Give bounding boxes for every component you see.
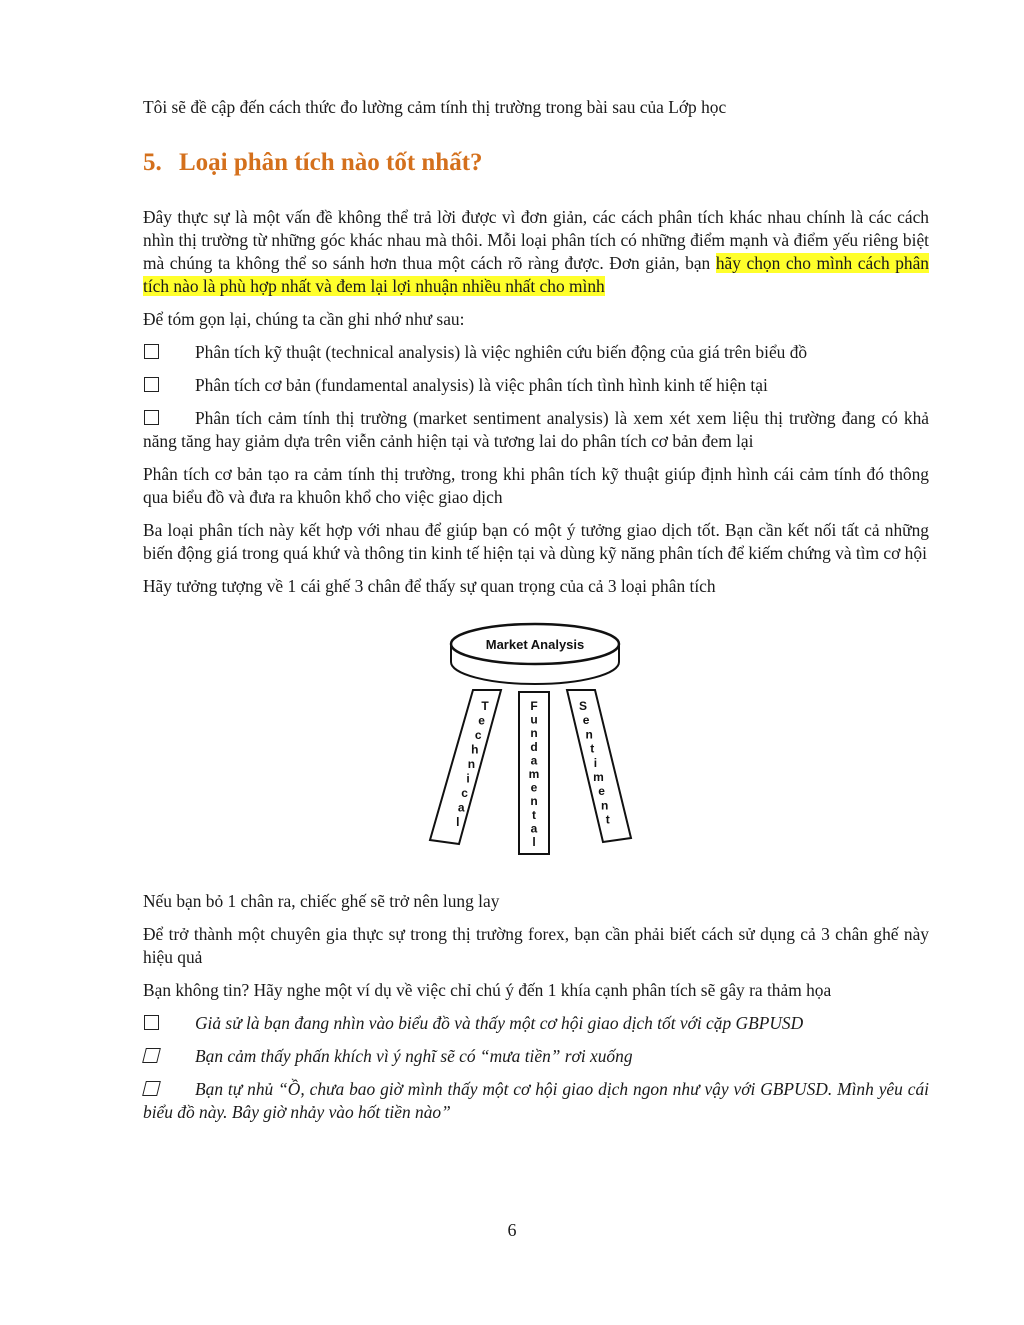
example-text: Bạn tự nhủ “Ồ, chưa bao giờ mình thấy một cơ hội giao dịch ngon như vậy với GBPUSD. Mình yêu cái biểu đồ này. Bây giờ nhảy vào hốt tiền nào” bbox=[143, 1079, 929, 1122]
stool-leg-sentiment bbox=[567, 690, 631, 842]
example-item bbox=[143, 1045, 929, 1068]
stool-leg-label-technical: T e c h n i c a l bbox=[456, 699, 489, 829]
paragraph-example-intro: Bạn không tin? Hãy nghe một ví dụ về việc chỉ chú ý đến 1 khía cạnh phân tích sẽ gây ra thảm họa bbox=[143, 980, 832, 1000]
example-text: Giả sử là bạn đang nhìn vào biểu đồ và thấy một cơ hội giao dịch tốt với cặp GBPUSD bbox=[195, 1013, 804, 1033]
checkbox-icon bbox=[142, 1081, 161, 1096]
example-item bbox=[143, 1012, 929, 1035]
checkbox-icon bbox=[142, 1048, 161, 1063]
paragraph-expert: Để trở thành một chuyên gia thực sự trong thị trường forex, bạn cần phải biết cách sử dụng cả 3 chân ghế này hiệu quả bbox=[143, 924, 929, 967]
paragraph-best-analysis bbox=[143, 206, 929, 298]
intro-line: Tôi sẽ đề cập đến cách thức đo lường cảm tính thị trường trong bài sau của Lớp học bbox=[143, 97, 727, 117]
stool-leg-label-fundamental: F u n d a m e n t a l bbox=[528, 699, 540, 849]
paragraph-combination: Ba loại phân tích này kết hợp với nhau để giúp bạn có một ý tưởng giao dịch tốt. Bạn cần kết nối tất cả những biến động giá trong quá khứ và thông tin kinh tế hiện tại và dùng kỹ năng phân tích để kiếm chứng và tìm cơ hội bbox=[143, 520, 929, 563]
stool-leg-label-sentiment: S e n ti m e n t bbox=[578, 699, 610, 827]
summary-intro: Để tóm gọn lại, chúng ta cần ghi nhớ như sau: bbox=[143, 309, 465, 329]
stool-diagram bbox=[143, 612, 929, 874]
bullet-text: Phân tích cảm tính thị trường (market sentiment analysis) là xem xét xem liệu thị trường đang có khả năng tăng hay giảm dựa trên viễn cảnh hiện tại và tương lai do phân tích cơ bản đem lại bbox=[143, 408, 929, 451]
checkbox-icon bbox=[144, 377, 159, 392]
paragraph-fundamental: Phân tích cơ bản tạo ra cảm tính thị trường, trong khi phân tích kỹ thuật giúp định hình cái cảm tính đó thông qua biểu đồ và đưa ra khuôn khổ cho việc giao dịch bbox=[143, 464, 929, 507]
bullet-text: Phân tích cơ bản (fundamental analysis) là việc phân tích tình hình kinh tế hiện tại bbox=[195, 375, 768, 395]
stool-seat-label: Market Analysis bbox=[485, 637, 585, 652]
stool-leg-technical bbox=[430, 690, 501, 844]
checkbox-icon bbox=[144, 1015, 159, 1030]
section-heading bbox=[143, 148, 929, 178]
page-number: 6 bbox=[507, 1220, 517, 1240]
checkbox-icon bbox=[144, 344, 159, 359]
example-text: Bạn cảm thấy phấn khích vì ý nghĩ sẽ có “mưa tiền” rơi xuống bbox=[195, 1046, 633, 1066]
bullet-item bbox=[143, 341, 929, 364]
example-item bbox=[143, 1078, 929, 1124]
section-title: Loại phân tích nào tốt nhất? bbox=[179, 149, 483, 176]
bullet-item bbox=[143, 374, 929, 397]
bullet-text: Phân tích kỹ thuật (technical analysis) là việc nghiên cứu biến động của giá trên biểu đồ bbox=[195, 342, 808, 362]
paragraph-text: Đây thực sự là một vấn đề không thể trả lời được vì đơn giản, các cách phân tích khác nhau chính là các cách nhìn thị trường từ những góc khác nhau mà thôi. Mỗi loại phân tích có những điểm mạnh và điểm yếu riêng biệt mà chúng ta không thể so sánh hơn thua một cách rõ ràng được. Đơn giản, bạn bbox=[143, 207, 929, 273]
paragraph-stool-intro: Hãy tưởng tượng về 1 cái ghế 3 chân để thấy sự quan trọng của cả 3 loại phân tích bbox=[143, 576, 716, 596]
section-number: 5. bbox=[143, 149, 162, 176]
stool-illustration bbox=[143, 612, 929, 874]
highlighted-text: hãy chọn cho mình cách phân tích nào là phù hợp nhất và đem lại lợi nhuận nhiều nhất cho mình bbox=[143, 253, 930, 296]
checkbox-icon bbox=[144, 410, 159, 425]
bullet-item bbox=[143, 407, 929, 453]
paragraph-remove-leg: Nếu bạn bỏ 1 chân ra, chiếc ghế sẽ trở nên lung lay bbox=[143, 891, 500, 911]
document-page bbox=[143, 96, 929, 1134]
